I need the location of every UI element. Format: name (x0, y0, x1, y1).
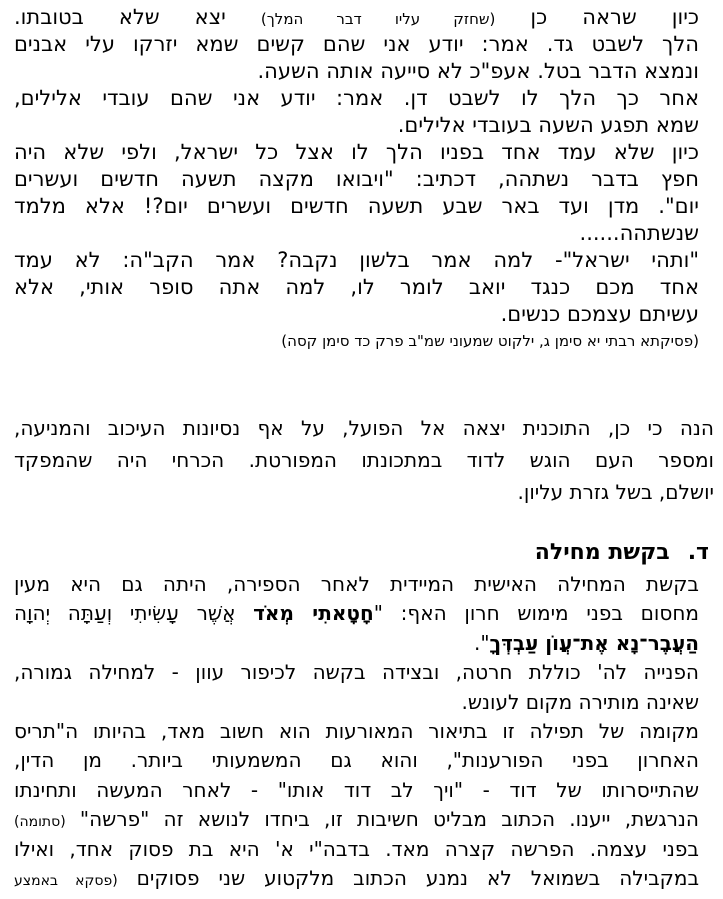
verse-quote: חָטָאתִי מְאֹד (253, 601, 374, 626)
section-line: מקומה של תפילה זו בתיאור המאורעות הוא חשוב מאד, בהיותו ה"תריס (14, 718, 699, 743)
section-line: מחסום בפני מימוש חרון האף: "חָטָאתִי מְאֹד אֲשֶׁר עָשִׂיתִי וְעַתָּה יְהוָה (14, 601, 699, 626)
quote-line: אחר כך הלך לו לשבט דן. אמר: יודע אני שהם עובדי אלילים, (14, 86, 699, 110)
quote-line: שנשתהה...... (579, 221, 699, 245)
quote-line: עשיתם עצמכם כנשים. (500, 302, 699, 326)
section-body (14, 570, 699, 893)
section-line: בקשת המחילה האישית המיידית לאחר הספירה, היתה גם היא מעין (14, 572, 699, 596)
midrash-quote (14, 4, 699, 352)
verse-quote: הַעֲבֶר־נָא אֶת־עֲוֹן עַבְדְּךָ (489, 630, 699, 655)
quote-line: שמא תפגע השעה בעובדי אלילים. (397, 113, 699, 137)
section-title: בקשת מחילה (534, 540, 670, 565)
quote-line: "ותהי ישראל"- למה אמר בלשון נקבה? אמר הקב"ה: לא עמד (14, 248, 699, 272)
source-citation: (פסיקתא רבתי יא סימן ג, ילקוט שמעוני שמ"ב פרק כד סימן קסה) (281, 332, 699, 350)
quote-line: הלך לשבט גד. אמר: יודע אני שהם קשים שמא יזרקו עלי אבנים (14, 32, 699, 56)
quote-line: חפץ בדבר נשתהה, דכתיב: "ויבואו מקצה תשעה חדשים ועשרים (14, 167, 699, 191)
section-line: במקבילה בשמואל לא נמנע הכתוב מלקטוע שני פסוקים (פסקא באמצע (14, 865, 699, 890)
section-line: הנרגשת, ייענו. הכתוב מבליט חשיבות זו, ביחדו לנושא זה "פרשה" (סתומה) (14, 807, 699, 832)
paragraph-line: הנה כי כן, התוכנית יצאה אל הפועל, על אף נסיונות העיכוב והמניעה, (14, 416, 714, 440)
section-line: האחרון בפני הפורענות", והוא גם המשמעותי ביותר. מן הדין, (14, 748, 699, 773)
quote-line: ונמצא הדבר בטל. אעפ"כ לא סייעה אותה השעה. (257, 59, 699, 83)
inline-note: (שחזק עליו דבר המלך) (260, 10, 496, 28)
commentary-paragraph (14, 412, 714, 508)
inline-note: (פסקא באמצע (14, 872, 118, 889)
section-line: בפני עצמה. הפרשה קצרה מאד. בדבה"י א' היא בת פסוק אחד, ואילו (14, 836, 699, 861)
quote-line: יום". מדן ועד באר שבע תשעה חדשים ועשרים יום?! אלא מלמד (14, 194, 699, 218)
quote-line: כיון שלא עמד אחד בפניו הלך לו אצל כל ישראל, ולפי שלא היה (14, 140, 699, 164)
section-heading (535, 540, 709, 565)
inline-note: (סתומה) (14, 814, 66, 831)
section-line: הַעֲבֶר־נָא אֶת־עֲוֹן עַבְדְּךָ". (473, 630, 699, 655)
section-number: ד. (687, 540, 709, 565)
quote-line: כיון שראה כן (שחזק עליו דבר המלך) יצא שלא בטובתו. (14, 5, 699, 29)
quote-line: אחד מכם כנגד יואב לומר לו, למה אתה סופר אותי, אלא (14, 275, 699, 299)
paragraph-line: יושלם, בשל גזרת עליון. (517, 480, 714, 504)
section-line: שאינה מותירה מקום לעונש. (461, 689, 699, 714)
section-line: הפנייה לה' כוללת חרטה, ובצידה בקשה לכיפור עוון - למחילה גמורה, (14, 660, 699, 685)
section-line: שהתייסרותו של דוד - "ויך לב דוד אותו" - לאחר המעשה ותחינתו (14, 777, 699, 802)
paragraph-line: ומספר העם הוגש לדוד במתכונתו המפורטת. הכרחי היה שהמפקד (14, 448, 714, 472)
